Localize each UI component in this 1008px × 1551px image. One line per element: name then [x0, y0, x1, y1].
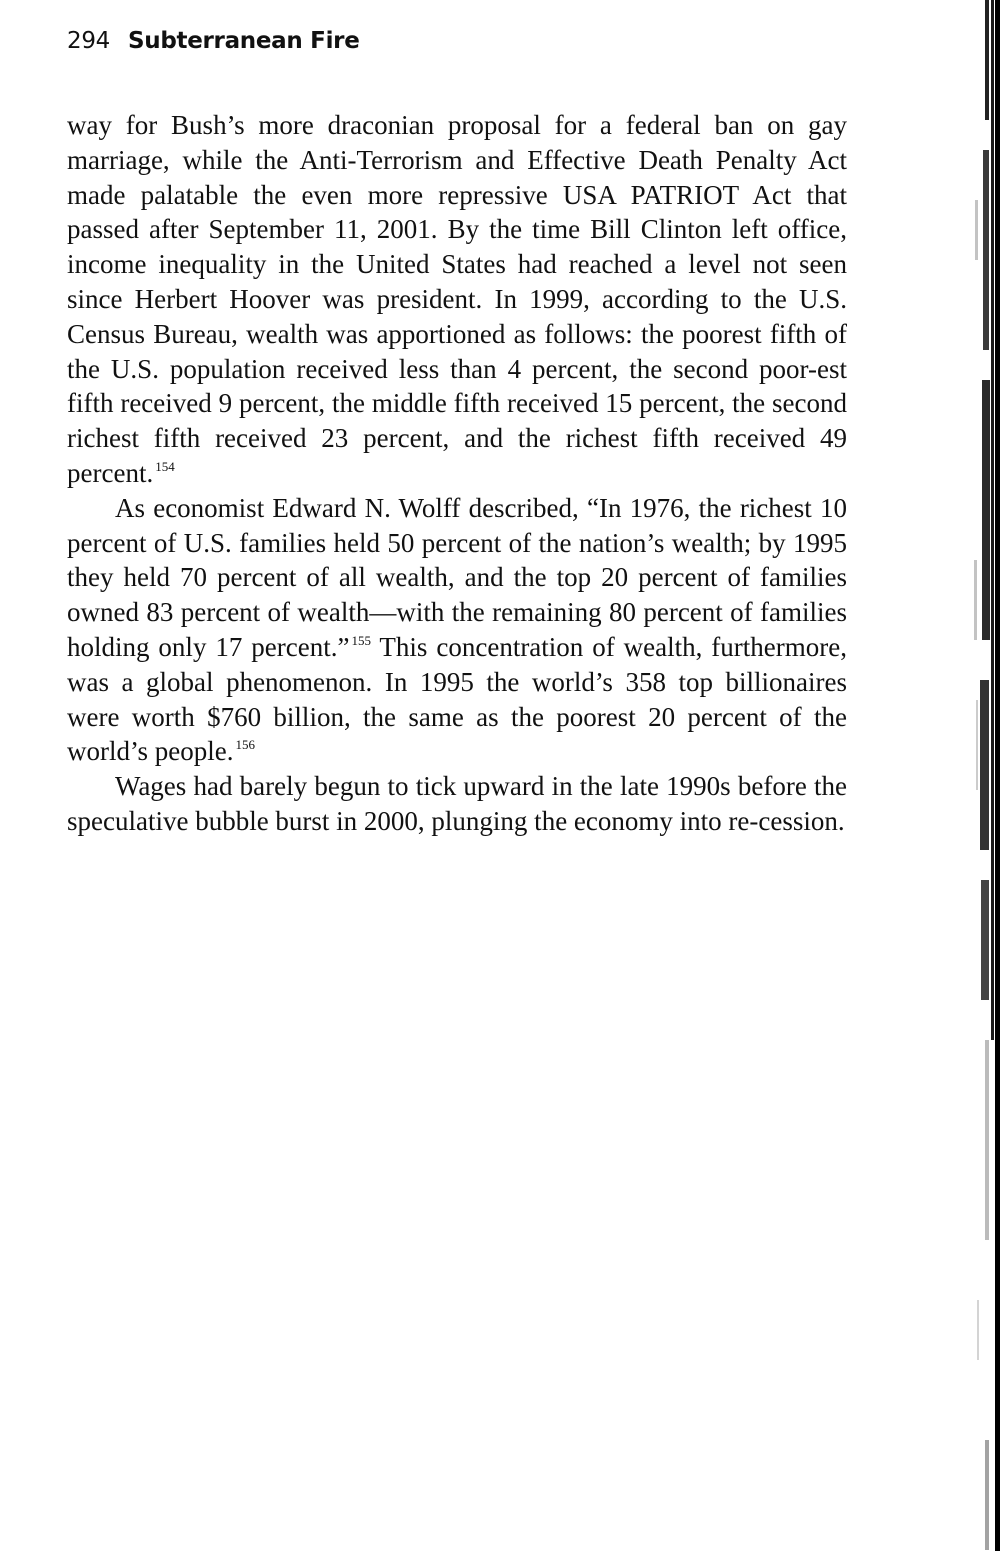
paragraph-3-text: Wages had barely begun to tick upward in the late 1990s before the speculative bubble burst in 2000, plunging the economy into re-cession.	[67, 771, 847, 836]
scanned-page-edge	[955, 0, 1008, 1551]
paragraph-3	[67, 769, 847, 839]
footnote-ref-155: 155	[351, 632, 371, 648]
page-number: 294	[67, 28, 110, 54]
paragraph-2-text: This concentration of wealth, furthermore, was a global phenomenon. In 1995 the world’s 358 top billionaires were worth $760 billion, the same as the poorest 20 percent of the world’s people.	[67, 631, 847, 767]
footnote-ref-154: 154	[155, 458, 175, 474]
paragraph-2	[67, 491, 847, 769]
paragraph-1-text: way for Bush’s more draconian proposal for a federal ban on gay marriage, while the Anti-Terrorism and Effective Death Penalty Act made palatable the even more repressive USA PATRIOT Act that passed after September 11, 2001. By the time Bill Clinton left office, income inequality in the United States had reached a level not seen since Herbert Hoover was president. In 1999, according to the U.S. Census Bureau, wealth was apportioned as follows: the poorest fifth of the U.S. population received less than 4 percent, the second poor-est fifth received 9 percent, the middle fifth received 15 percent, the second richest fifth received 23 percent, and the richest fifth received 49 percent.	[67, 110, 847, 488]
paragraph-2-quote: As economist Edward N. Wolff described, “In 1976, the richest 10 percent of U.S. families held 50 percent of the nation’s wealth; by 1995 they held 70 percent of all wealth, and the top 20 percent of families owned 83 percent of wealth—with the remaining 80 percent of families holding only 17 percent.”	[67, 492, 847, 662]
body-text	[67, 108, 847, 839]
book-title: Subterranean Fire	[128, 28, 360, 54]
footnote-ref-156: 156	[235, 737, 255, 753]
paragraph-1	[67, 108, 847, 491]
running-head	[67, 28, 360, 54]
